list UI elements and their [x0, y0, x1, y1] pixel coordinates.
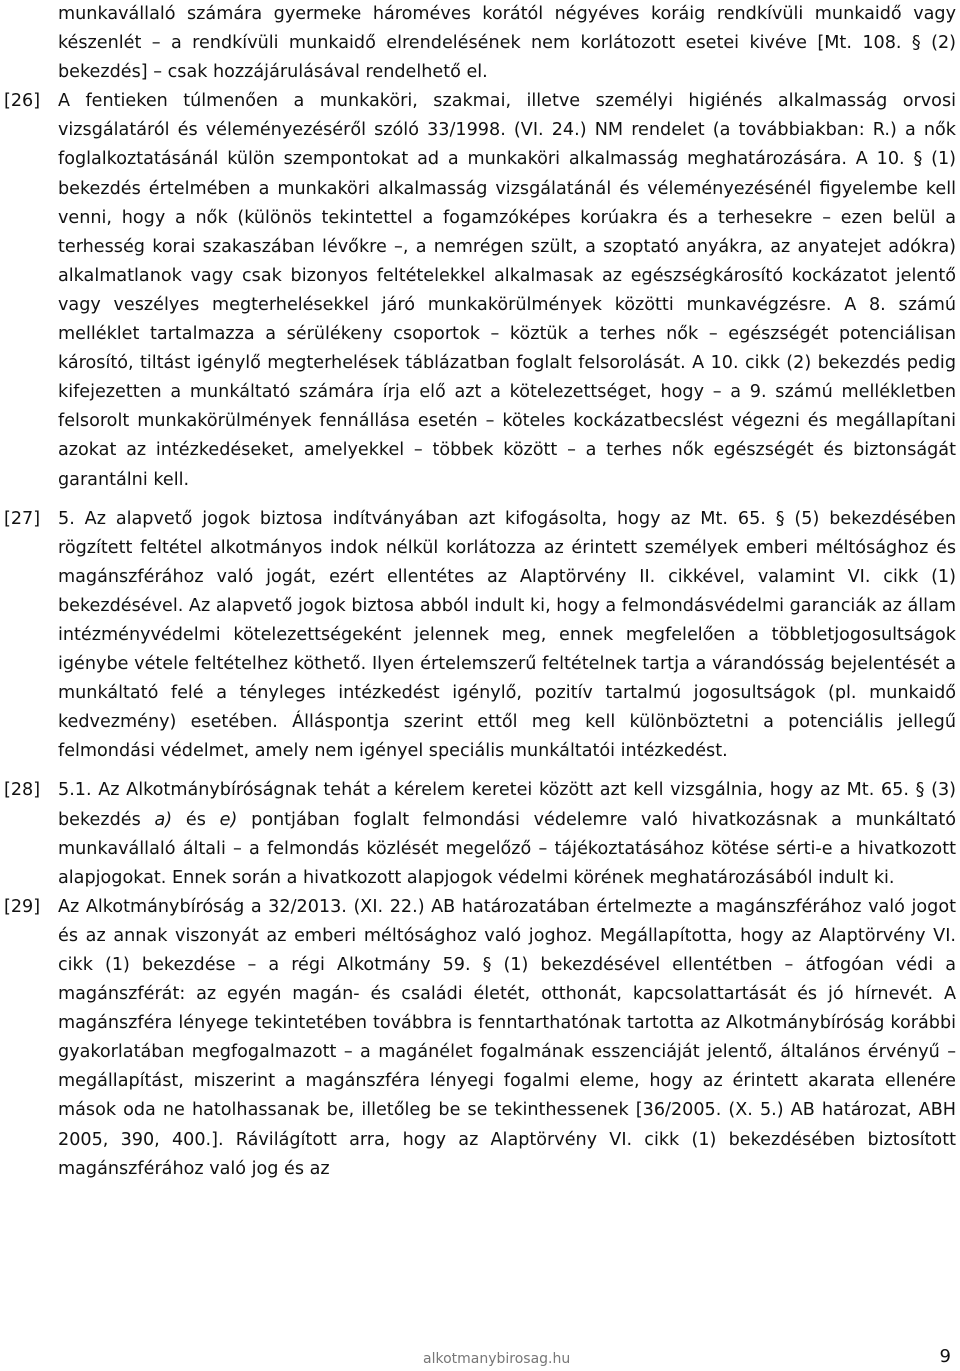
footer-website: alkotmanybirosag.hu — [423, 1351, 571, 1367]
paragraph-text: munkavállaló számára gyermeke hároméves korától négyéves koráig rendkívüli munkaidő vagy készenlét – a rendkívüli munkaidő elrendelésének nem korlátozott esetei kivéve [Mt. 108. § (2) bekezdés] – csak hozzájárulásával rendelhető el. — [58, 4, 956, 83]
paragraph-number: [28] — [4, 780, 41, 801]
paragraph-28 — [4, 776, 956, 892]
paragraph-number: [26] — [4, 91, 41, 112]
page-number: 9 — [939, 1346, 951, 1367]
paragraph-gap — [4, 766, 956, 776]
paragraph-29 — [4, 893, 956, 1184]
paragraph-text: Az Alkotmánybíróság a 32/2013. (XI. 22.) AB határozatában értelmezte a magánszférához való jogot és az annak viszonyát az emberi méltósághoz való joghoz. Megállapította, hogy az Alaptörvény VI. cikk (1) bekezdése – a régi Alkotmány 59. § (1) bekezdésével ellentétben – átfogóan védi a magánszférát: az egyén magán- és családi életét, otthonát, kapcsolattartását és jó hírnevét. A magánszféra lényege tekintetében továbbra is fenntarthatónak tartotta az Alkotmánybíróság korábbi gyakorlatában megfogalmazott – a magánélet fogalmának esszenciáját jelentő, általános érvényű – megállapítást, miszerint a magánszféra lényegi fogalmi eleme, hogy az érintett akarata ellenére mások oda ne hatolhassanak be, illetőleg be se tekinthessenek [36/2005. (X. 5.) AB határozat, ABH 2005, 390, 400.]. Rávilágított arra, hogy az Alaptörvény VI. cikk (1) bekezdésében biztosított magánszférához való jog és az — [58, 896, 956, 1179]
text-segment: és — [172, 809, 220, 830]
paragraph-gap — [4, 495, 956, 505]
document-body — [4, 0, 956, 1184]
text-segment: pontjában foglalt felmondási védelemre való hivatkozásnak a munkáltató munkavállaló általi – a felmondás közlését megelőző – tájékoztatásához kötése sérti-e a hivatkozott alapjogokat. Ennek során a hivatkozott alapjogok védelmi körének meghatározásából indult ki. — [58, 809, 956, 888]
text-segment: 5.1. Az Alkotmánybíróságnak tehát a kérelem keretei között azt kell vizsgálnia, hogy az Mt. 65. § (3) bekezdés — [58, 780, 956, 830]
paragraph-text — [58, 776, 956, 892]
italic-point-a: a) — [154, 809, 173, 830]
paragraph-26 — [4, 87, 956, 494]
paragraph-27 — [4, 505, 956, 767]
paragraph-continuation — [4, 0, 956, 87]
paragraph-number: [29] — [4, 896, 41, 917]
paragraph-text: 5. Az alapvető jogok biztosa indítványában azt kifogásolta, hogy az Mt. 65. § (5) bekezdésében rögzített feltétel alkotmányos indok nélkül korlátozza az érintett személyek emberi méltósághoz és magánszférához való jogát, ezért ellentétes az Alaptörvény II. cikkével, valamint VI. cikk (1) bekezdésével. Az alapvető jogok biztosa abból indult ki, hogy a felmondásvédelmi garanciák az állam intézményvédelmi kötelezettségeként jelennek meg, ennek megfelelően a többletjogosultságok igénybe vétele feltételhez köthető. Ilyen értelemszerű feltételnek tartja a várandósság bejelentését a munkáltató felé a tényleges intézkedést igénylő, pozitív tartalmú jogosultságok (pl. munkaidő kedvezmény) esetében. Álláspontja szerint ettől meg kell különböztetni a potenciális jellegű felmondási védelmet, amely nem igényel speciális munkáltatói intézkedést. — [58, 508, 956, 762]
italic-point-e: e) — [219, 809, 238, 830]
paragraph-number: [27] — [4, 508, 41, 529]
paragraph-text: A fentieken túlmenően a munkaköri, szakmai, illetve személyi higiénés alkalmasság orvosi vizsgálatáról és véleményezéséről szóló 33/1998. (VI. 24.) NM rendelet (a továbbiakban: R.) a nők foglalkoztatásánál külön szempontokat ad a munkaköri alkalmasság meghatározására. A 10. § (1) bekezdés értelmében a munkaköri alkalmasság vizsgálatánál és véleményezésénél figyelembe kell venni, hogy a nők (különös tekintettel a fogamzóképes korúakra és a terhesekre – ezen belül a terhesség korai szakaszában lévőkre –, a nemrégen szült, a szoptató anyákra, az anyatejet adókra) alkalmatlanok vagy csak bizonyos feltételekkel alkalmasak az egészségkárosító kockázatot jelentő vagy veszélyes megterhelésekkel járó munkakörülmények közötti munkavégzésre. A 8. számú melléklet tartalmazza a sérülékeny csoportok – köztük a terhes nők – egészségét potenciálisan károsító, tiltást igénylő megterhelések táblázatban foglalt felsorolását. A 10. cikk (2) bekezdés pedig kifejezetten a munkáltató számára írja elő azt a kötelezettséget, hogy – a 9. számú mellékletben felsorolt munkakörülmények fennállása esetén – köteles kockázatbecslést végezni és megállapítani azokat az intézkedéseket, amelyekkel – többek között – a terhes nők egészségét és biztonságát garantálni kell. — [58, 91, 956, 490]
